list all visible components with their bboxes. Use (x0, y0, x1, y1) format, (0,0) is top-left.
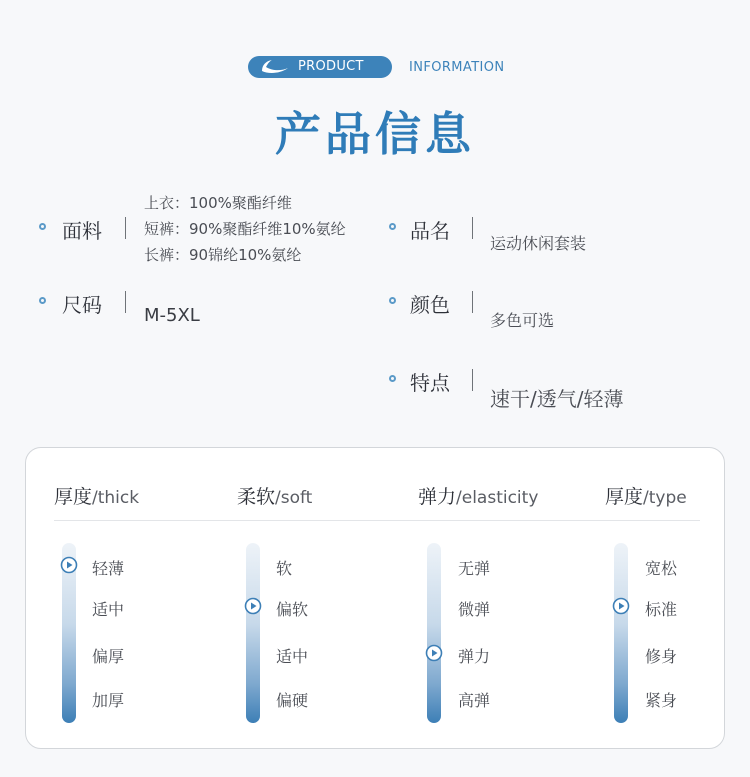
name-label: 品名 (410, 219, 450, 243)
bullet-icon (389, 375, 396, 382)
color-label: 颜色 (410, 293, 450, 317)
scale-title-elasticity (418, 482, 538, 509)
selected-play-icon (612, 597, 630, 615)
scale-bar (246, 543, 260, 723)
size-label: 尺码 (62, 293, 102, 317)
bullet-icon (389, 297, 396, 304)
scale-title-thickness (54, 482, 139, 509)
scale-option: 宽松 (645, 559, 678, 578)
bullet-icon (389, 223, 396, 230)
scale-bar (427, 543, 441, 723)
scale-title-zh: 厚度 (605, 486, 644, 508)
fabric-line-shorts: 短裤：90%聚酯纤维10%氨纶 (144, 220, 346, 238)
divider (472, 217, 473, 239)
scale-option: 轻薄 (92, 559, 125, 578)
scale-bar (614, 543, 628, 723)
divider (125, 217, 126, 239)
scale-option: 软 (276, 559, 293, 578)
page-title: 产品信息 (275, 107, 475, 161)
scale-option: 高弹 (458, 691, 491, 710)
bullet-icon (39, 223, 46, 230)
divider (472, 369, 473, 391)
scale-option: 微弹 (458, 600, 491, 619)
scale-option: 弹力 (458, 647, 491, 666)
scale-title-fit (605, 482, 687, 509)
scale-option: 适中 (276, 647, 309, 666)
scale-option: 紧身 (645, 691, 678, 710)
product-badge (248, 56, 392, 78)
scale-title-en: /type (643, 488, 687, 508)
divider (472, 291, 473, 313)
selected-play-icon (425, 644, 443, 662)
size-value: M-5XL (144, 305, 200, 326)
scale-option: 适中 (92, 600, 125, 619)
bullet-icon (39, 297, 46, 304)
scale-title-zh: 厚度 (54, 486, 93, 508)
scale-option: 偏硬 (276, 691, 309, 710)
leaf-icon (260, 59, 290, 75)
scale-title-en: /thick (92, 488, 140, 508)
feature-value: 速干/透气/轻薄 (490, 387, 624, 411)
scale-option: 偏厚 (92, 647, 125, 666)
scale-option: 修身 (645, 647, 678, 666)
fabric-line-pants: 长裤：90锦纶10%氨纶 (144, 246, 302, 264)
feature-label: 特点 (410, 371, 450, 395)
name-value: 运动休闲套装 (490, 234, 587, 253)
scale-title-zh: 柔软 (237, 486, 276, 508)
scale-option: 加厚 (92, 691, 125, 710)
scale-title-en: /soft (275, 488, 313, 508)
divider (125, 291, 126, 313)
scale-option: 标准 (645, 600, 678, 619)
fabric-label: 面料 (62, 219, 102, 243)
scale-option: 无弹 (458, 559, 491, 578)
badge-label: PRODUCT (298, 59, 364, 74)
card-divider (54, 520, 700, 521)
color-value: 多色可选 (490, 311, 555, 330)
scale-option: 偏软 (276, 600, 309, 619)
selected-play-icon (244, 597, 262, 615)
fabric-line-top: 上衣：100%聚酯纤维 (144, 194, 292, 212)
information-label: INFORMATION (409, 60, 505, 75)
scale-title-en: /elasticity (456, 488, 539, 508)
scale-title-zh: 弹力 (418, 486, 457, 508)
selected-play-icon (60, 556, 78, 574)
scale-title-softness (237, 482, 312, 509)
